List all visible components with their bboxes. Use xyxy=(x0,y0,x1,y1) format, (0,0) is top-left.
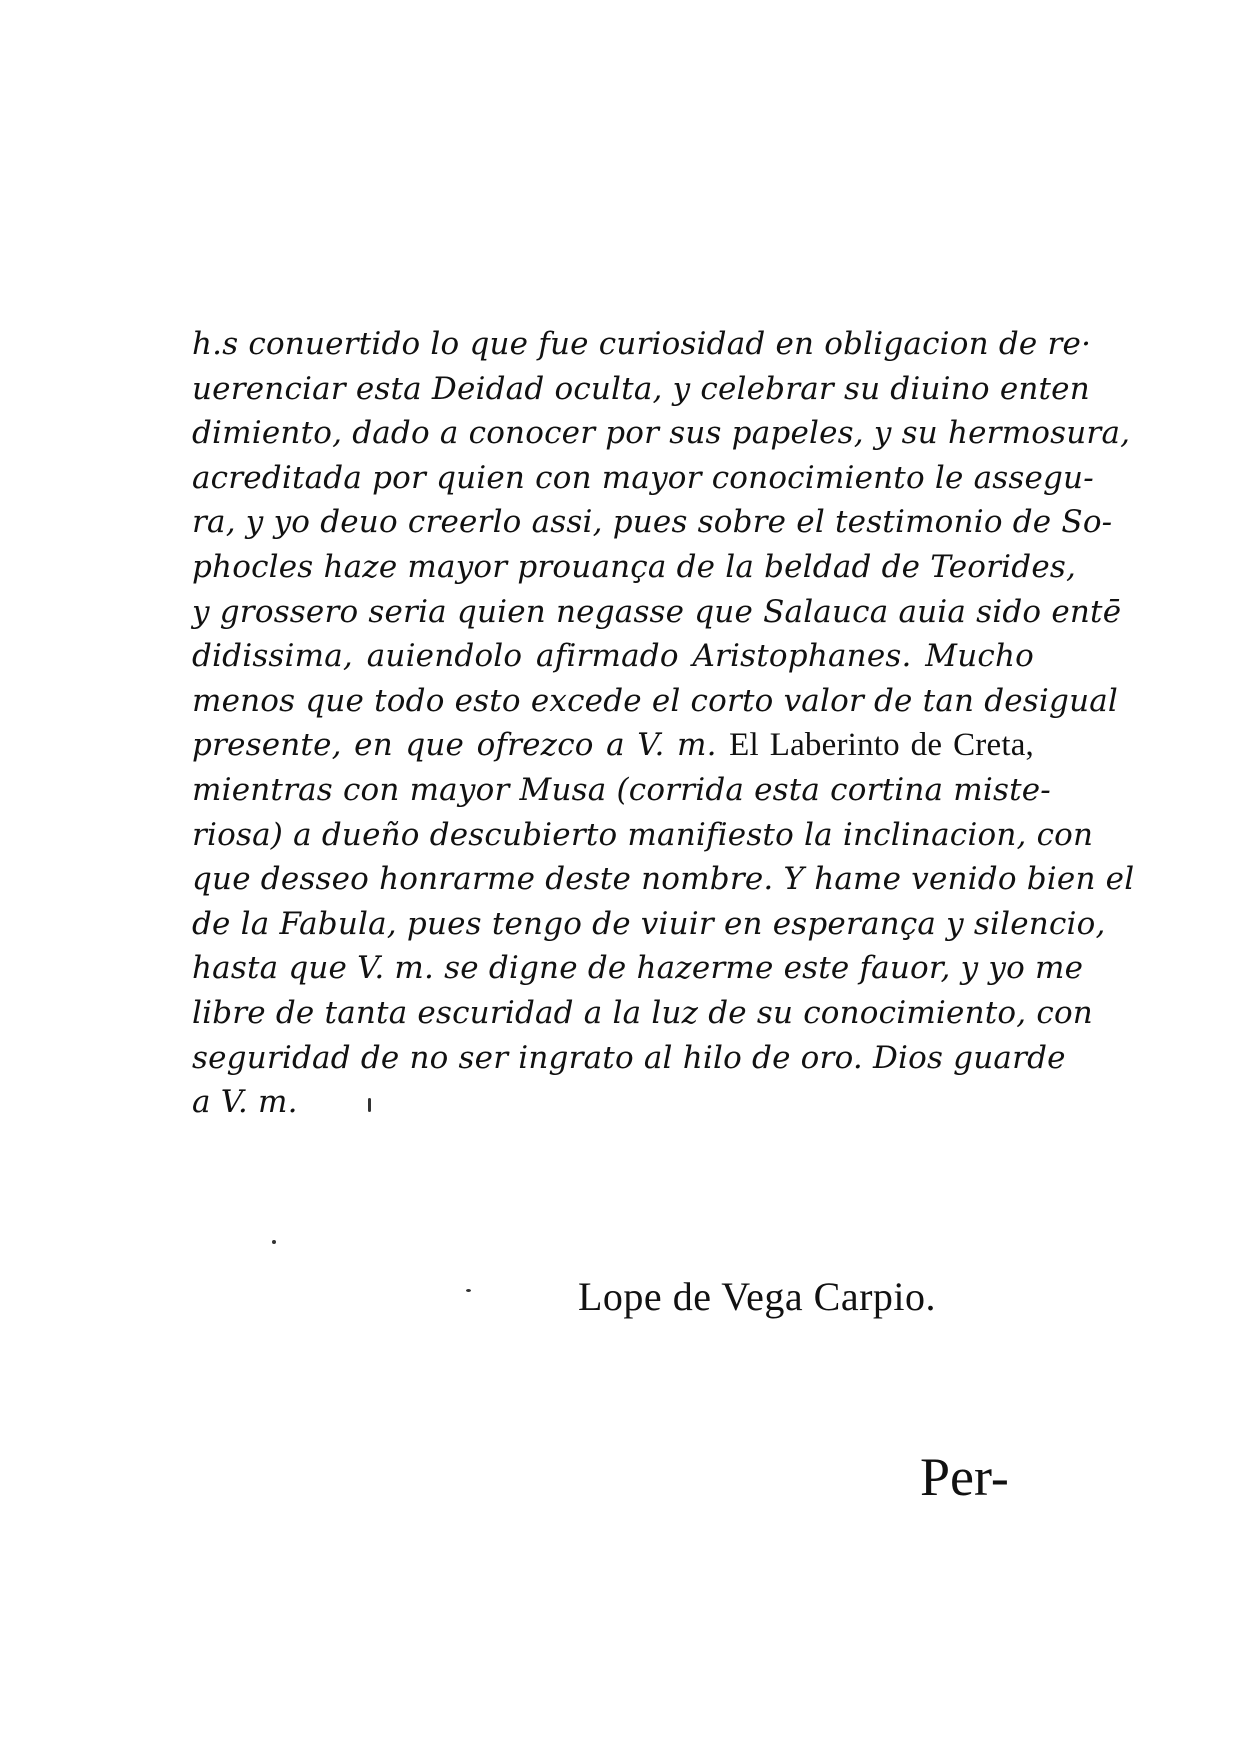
ink-speck xyxy=(368,1098,371,1112)
body-line: de la Fabula, pues tengo de viuir en esperança y silencio, xyxy=(192,905,1106,942)
ink-speck xyxy=(466,1289,471,1292)
body-line: menos que todo esto excede el corto valor de tan desigual xyxy=(192,682,1119,719)
body-line: h.s conuertido lo que fue curiosidad en obligacion de re· xyxy=(192,326,1092,362)
body-line-closing: a V. m. xyxy=(192,1084,298,1121)
catchword: Per- xyxy=(920,1447,1009,1507)
body-line: riosa) a dueño descubierto manifiesto la inclinacion, con xyxy=(192,816,1094,853)
body-line: phocles haze mayor prouança de la beldad de Teorides, xyxy=(192,548,1077,585)
ink-speck xyxy=(272,1240,276,1244)
body-line: que desseo honrarme deste nombre. Y hame venido bien el xyxy=(192,861,1135,898)
work-title: El Laberinto de Creta, xyxy=(729,727,1034,764)
body-line: uerenciar esta Deidad oculta, y celebrar su diuino enten xyxy=(192,370,1090,407)
body-line: libre de tanta escuridad a la luz de su conocimiento, con xyxy=(192,994,1093,1031)
body-line: dimiento, dado a conocer por sus papeles, y su hermosura, xyxy=(192,415,1131,452)
body-line-italic-part: presente, en que ofrezco a V. m. xyxy=(192,727,717,764)
body-line: hasta que V. m. se digne de hazerme este fauor, y yo me xyxy=(192,950,1084,987)
body-line: didissima, auiendolo afirmado Aristophanes. Mucho xyxy=(192,638,1034,675)
body-line: mientras con mayor Musa (corrida esta cortina miste- xyxy=(192,771,1051,808)
body-line: ra, y yo deuo creerlo assi, pues sobre el testimonio de So- xyxy=(192,504,1113,541)
body-line-mixed xyxy=(192,723,1034,768)
body-line: y grossero seria quien negasse que Salauca auia sido entē xyxy=(192,593,1122,630)
dedication-body xyxy=(192,322,1135,1125)
body-line: seguridad de no ser ingrato al hilo de oro. Dios guarde xyxy=(192,1039,1066,1076)
author-signature: Lope de Vega Carpio. xyxy=(578,1274,937,1319)
body-line: acreditada por quien con mayor conocimiento le assegu- xyxy=(192,459,1094,496)
